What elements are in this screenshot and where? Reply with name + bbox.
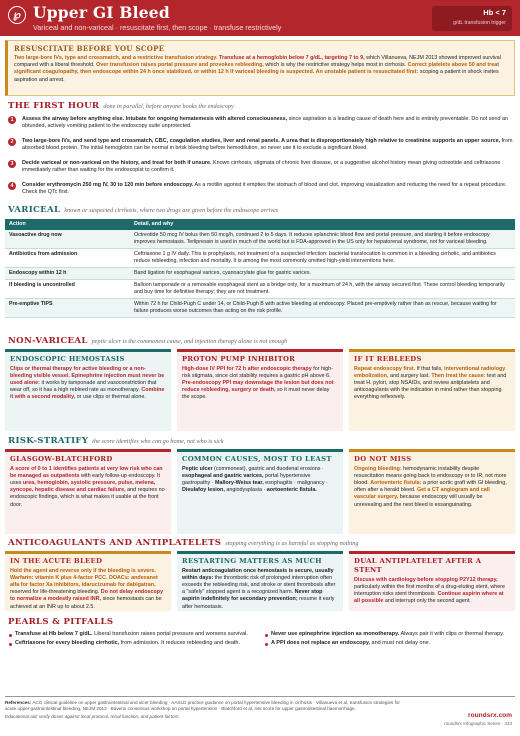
row-action: Endoscopy within 12 h [9,270,67,277]
card-text: reserved for life-threatening bleeding. [10,589,101,596]
ppi-card [177,349,343,431]
card-text: and surgery last. [388,373,432,380]
card-heading: IN THE ACUTE BLEED [10,557,103,565]
card-bold: High-dose IV PPI for 72 h after endoscopic therapy [182,365,312,372]
nonvariceal-heading [8,336,287,347]
card-bold: Clips or thermal therapy for active bleeding or a non-bleeding visible vessel. Epinephrine injection must never be used alone: [10,365,165,387]
resus-text-4: Over transfusion raises portal pressure and provokes rebleeding, [96,62,264,69]
nonvariceal-title: NON-VARICEAL [8,336,88,346]
card-text: portal hypertensive gastropathy · [182,473,311,487]
first-hour-note: done in parallel, before anyone books the endoscopy [103,103,234,110]
common-causes-card [177,449,343,534]
card-heading: RESTARTING MATTERS AS MUCH [182,557,322,565]
step-number: 2 [8,138,16,146]
resus-text-7: scoping a patient in shock invites aspiration and arrest. [14,69,499,83]
references-text: ACG clinical guideline on upper gastrointestinal and ulcer bleeding · AASLD practice guidance on portal hypertensive bleeding in cirrhosis · Villanueva et al, transfusion strategies for acute upper gastrointestinal bleeding, NEJM 2013 · Baveno consensus workshop on portal hypertension · Blatchford et al, risk score for upper gastrointestinal haemorrhage. [5,700,400,712]
card-text: and requires no endoscopic findings, which is what makes it usable at the front door. [10,487,165,508]
nonvariceal-note: peptic ulcer is the commonest cause, and injection therapy alone is not enough [91,338,288,345]
card-text: a prior aortic graft with GI bleeding, often after a herald bleed. [354,480,507,494]
risk-note: the score identifies who can go home, not who is sick [92,438,224,445]
pitfall-text: from admission. It reduces rebleeding and death. [119,640,240,647]
column-header: Detail, and why [130,219,515,230]
hb-value: Hb < 7 [483,8,506,17]
card-heading: PROTON PUMP INHIBITOR [182,355,296,363]
variceal-heading [8,205,278,216]
resuscitate-text [14,55,508,84]
card-bold: Do not delay endoscopy to normalize a modestly raised INR, [10,589,164,603]
pitfall-bold: Ceftriaxone for every bleeding cirrhotic, [15,640,120,647]
list-item [264,631,514,638]
pitfall-text: and must not delay one. [370,640,431,647]
pitfall-bold: Never use epinephrine injection as monotherapy. [271,631,400,637]
list-item [8,640,258,647]
step-number: 1 [8,116,16,124]
references [5,700,405,712]
table-row [5,299,515,318]
hb-trigger-badge [432,6,512,31]
first-hour-title: THE FIRST HOUR [8,101,100,111]
step-2 [8,138,513,152]
card-bold: aortoenteric fistula. [266,487,317,494]
pitfall-text: Always pair it with clips or thermal therapy. [399,631,505,637]
list-item [8,631,258,638]
card-bold: Pre-endoscopy PPI may downstage the lesion but does not reduce rebleeding, surgery or death, [182,380,334,394]
card-bold: Ongoing bleeding: [354,465,402,472]
card-text: with early follow-up endoscopy. It uses [10,473,160,487]
resuscitate-box [5,40,515,96]
card-bold: Discuss with cardiology before stopping P2Y12 therapy, [354,576,498,583]
card-bold: Never stop aspirin indefinitely for secondary prevention; [182,589,323,603]
table-row [5,249,515,268]
card-bold: interventional radiology embolization, [354,365,506,380]
risk-title: RISK-STRATIFY [8,436,89,446]
card-bold: A score of 0 to 1 identifies patients at very low risk who can be managed as outpatients [10,465,163,480]
pitfall-bold: A PPI does not replace an endoscopy, [271,640,371,647]
step-text: Known cirrhosis, stigmata of chronic liver disease, or a suggestive alcohol history mean giving octreotide and ceftriaxone immediately rather than waiting for the endoscopist to confirm it. [22,160,501,174]
card-bold: Continue aspirin where at all possible [354,591,504,605]
column-header: Action [5,219,130,230]
footer [5,696,515,720]
row-detail: Within 72 h for Child-Pugh C under 14, or Child-Pugh B with active bleeding at endoscopy. Placed pre-emptively rather than as rescue, because waiting for failure produces worse outcomes than acting on the risk profile. [130,299,515,318]
card-bold: Restart anticoagulation once hemostasis is secure, usually within days: [182,567,334,582]
stomach-logo-icon: ℘ [8,6,26,24]
brand-link: roundsrx.com [468,712,512,719]
row-action: Antibiotics from admission [9,251,78,258]
card-text: angiodysplasia · [224,487,267,494]
card-bold: Peptic ulcer [182,465,213,472]
card-text: and interrupt only the second agent. [383,598,471,605]
row-action: If bleeding is uncontrolled [9,282,75,289]
card-heading: DO NOT MISS [354,455,412,463]
card-text: or use clips or thermal alone. [75,394,146,401]
card-bold: Repeat endoscopy first. [354,365,416,372]
card-bold: Dieulafoy lesion, [182,487,225,494]
card-text: (commonest), gastric and duodenal erosions · [212,465,324,472]
resus-text-2: Transfuse at a hemoglobin below 7 g/dL, targeting 7 to 9, [219,55,365,62]
step-text: from absorbed blood protein. The initial hemoglobin can be normal in brisk bleeding before hemodilution, so never use it to exclude a significant bleed. [22,138,513,152]
rebleed-card [349,349,515,431]
row-action: Pre-emptive TIPS [9,301,53,308]
resuscitate-heading: RESUSCITATE BEFORE YOU SCOPE [14,44,165,53]
row-detail: Balloon tamponade or a removable esophageal stent as a bridge only, for a maximum of 24 h, with the airway secured first. These control bleeding temporarily and buy time for definitive therapy; they are not treatment. [130,280,515,299]
step-lead: Decide variceal or non-variceal on the history, and treat for both if unsure. [22,160,212,166]
step-lead: Assess the airway before anything else. Intubate for ongoing hematemesis with altered consciousness, [22,116,288,122]
card-text: because endoscopy will usually be unrevealing and the next bleed is exsanguinating. [354,494,483,508]
pitfall-text: Liberal transfusion raises portal pressure and worsens survival. [92,631,248,637]
page-title: Upper GI Bleed [33,3,170,22]
table-header-row [5,219,515,230]
card-text: the thrombotic risk of prolonged interruption often exceeds the rebleeding risk, and stroke or stent thrombosis after a "safely" stopped agent is a recognized harm. [182,575,336,596]
step-number: 4 [8,182,16,190]
card-text: it works by tamponade and vasoconstriction that wear off, so it has a high rebleed rate as monotherapy. [10,380,157,394]
card-text: resume it early after hemostasis. [182,596,335,610]
anticoag-title: ANTICOAGULANTS AND ANTIPLATELETS [8,538,222,548]
variceal-table [5,219,515,318]
row-detail: Band ligation for esophageal varices, cyanoacrylate glue for gastric varices. [130,268,515,280]
variceal-title: VARICEAL [8,205,61,215]
card-bold: Then treat the cause: [431,373,486,380]
card-bold: Aortoenteric fistula: [370,480,422,487]
card-text: If that fails, [415,365,445,372]
card-text: hemodynamic instability despite resuscitation means going back to endoscopy or to IR, not more blood. [354,465,507,487]
step-lead: Two large-bore IVs, and send type and crossmatch, CBC, coagulation studies, liver and renal panels. A urea that is disproportionately high relative to creatinine supports an upper source, [22,138,501,144]
card-text: esophagitis · malignancy · [263,480,328,487]
step-3 [8,160,513,174]
resus-text-5: which is why the restrictive strategy helps most in cirrhosis. [263,62,408,69]
card-text: since hemostasis can be achieved at an INR up to about 2.5. [10,596,162,610]
resus-text-1: Two large-bore IVs, type and crossmatch, and a restrictive transfusion strategy. [14,55,220,62]
header-banner [0,0,520,36]
row-action: Vasoactive drug now [9,232,62,239]
card-text: so it must never delay the scope. [182,387,330,401]
row-detail: Ceftriaxone 1 g IV daily. This is prophylaxis, not treatment of a suspected infection: bacterial translocation is common in a bleeding cirrhotic, and antibiotics reduce rebleeding, infection and mortality. It is among the most commonly omitted high-yield interventions here. [130,249,515,268]
card-bold: Combine it with a second modality, [10,387,165,401]
pitfalls-heading: PEARLS & PITFALLS [8,617,114,627]
card-heading: COMMON CAUSES, MOST TO LEAST [182,455,332,463]
endoscopic-hemostasis-card [5,349,171,431]
card-text: for high-risk stigmata, since clot stability requires a gastric pH above 6. [182,365,333,380]
step-text: since aspiration is a leading cause of death here and is entirely preventable. Do not send an obtunded, actively vomiting patient to the endoscopy suite unprotected. [22,116,508,130]
card-text: test and treat H. pylori, stop NSAIDs, and review antiplatelets and anticoagulants with the indication in mind rather than stopping everything reflexively. [354,373,507,401]
step-4 [8,182,513,196]
table-row [5,280,515,299]
step-text: As a motilin agonist it empties the stomach of blood and clot, improving visualization and reducing the need for a repeat procedure. Check the QTc first. [22,182,507,196]
references-label: References: [5,700,32,705]
dual-antiplatelet-card [349,551,515,611]
anticoag-note: stopping everything is as harmful as stopping nothing [225,540,359,547]
card-heading: DUAL ANTIPLATELET AFTER A STENT [354,557,482,574]
resus-text-3: which Villanueva, NEJM 2013 showed improved survival compared with a liberal threshold. [14,55,501,69]
series-label: roundsrx Infographic Series · 433 [444,720,512,726]
resus-text-6: Correct platelets above 50 and treat significant coagulopathy, then endoscope within 24 h once stabilized, or within 12 h if variceal bleeding is suspected. An unstable patient is resuscitated first: [14,62,500,76]
table-row [5,230,515,248]
brand-block [444,712,512,727]
risk-heading [8,436,224,447]
hb-note: g/dL transfusion trigger [453,19,506,26]
first-hour-heading [8,101,234,112]
anticoag-heading [8,538,359,549]
do-not-miss-card [349,449,515,534]
list-item [264,640,514,647]
disclaimer: Educational aid; verify doses against local protocol, renal function, and patient factors. [5,714,180,720]
card-bold: esophageal and gastric varices, [182,473,264,480]
table-row [5,268,515,280]
pitfall-bold: Transfuse at Hb below 7 g/dL. [15,631,93,637]
card-text: particularly within the first months of a drug-eluting stent, where interruption risks stent thrombosis. [354,584,506,598]
page-subtitle: Variceal and non-variceal · resuscitate first, then scope · transfuse restrictively [33,23,282,32]
acute-bleed-card [5,551,171,611]
variceal-note: known or suspected cirrhosis, where two drugs are given before the endoscope arrives [64,207,279,214]
card-heading: ENDOSCOPIC HEMOSTASIS [10,355,125,363]
card-heading: IF IT REBLEEDS [354,355,422,363]
card-bold: Hold the agent and reverse only if the bleeding is severe. Warfarin: vitamin K plus 4-factor PCC. DOACs: andexanet alfa for factor Xa inhibitors, idarucizumab for dabigatran, [10,567,158,589]
glasgow-blatchford-card [5,449,171,534]
pitfalls-right-list [264,631,514,650]
card-heading: GLASGOW-BLATCHFORD [10,455,113,463]
step-1 [8,116,513,130]
card-bold: Mallory-Weiss tear, [214,480,264,487]
step-lead: Consider erythromycin 250 mg IV, 30 to 120 min before endoscopy. [22,182,194,188]
step-number: 3 [8,160,16,168]
card-bold: Get a CT angiogram and call vascular surgery, [354,487,490,501]
card-bold: urea, hemoglobin, systolic pressure, pulse, melena, syncope, hepatic disease and cardiac failure, [10,480,156,494]
restarting-card [177,551,343,611]
pitfalls-left-list [8,631,258,650]
row-detail: Octreotide 50 mcg IV bolus then 50 mcg/h, continued 2 to 5 days. It reduces splanchnic blood flow and portal pressure, and starting it before endoscopy improves hemostasis. Terlipressin is used in much of the world but is FDA-approved in the US only for hepatorenal syndrome, not for variceal bleeding. [130,230,515,248]
